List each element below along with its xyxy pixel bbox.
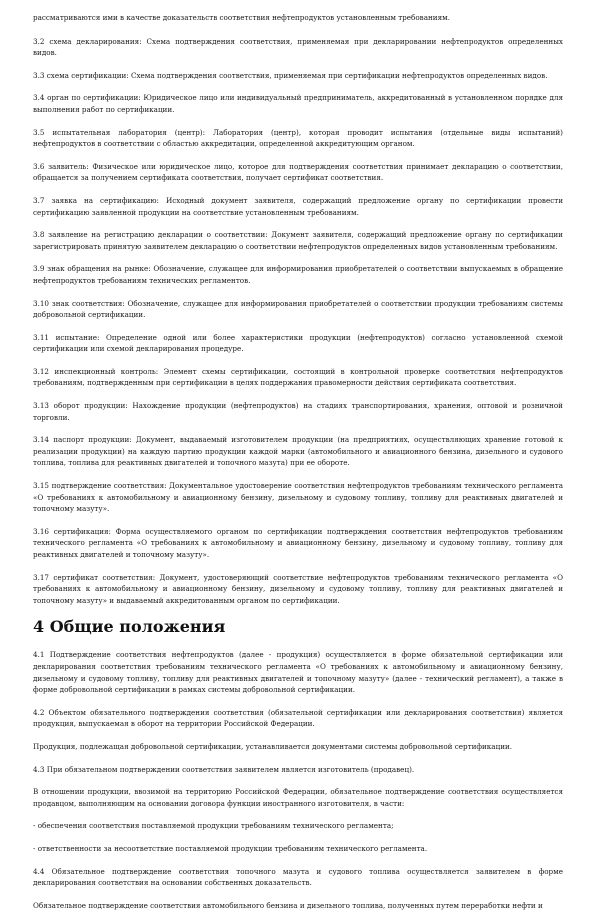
definition-number: 3.9 [33,264,45,274]
definition-number: 3.15 [33,481,50,491]
definition-3-8 [33,229,563,252]
definition-text: Схема подтверждения соответствия, применяемая при декларировании нефтепродуктов определенных видов. [33,36,563,58]
definitions-list [33,36,563,607]
definition-number: 3.10 [33,298,50,308]
definition-3-10 [33,298,563,321]
definition-text: Лаборатория (центр), которая проводит испытания (отдельные виды испытаний) нефтепродуктов в соответствии с областью аккредитации, определенной аккредитующим органом. [33,127,563,149]
paragraph-bullet-compliance: - обеспечения соответствия поставляемой продукции требованиям технического регламента; [33,821,394,831]
definition-text: Документальное удостоверение соответствия нефтепродуктов требованиям технического регламента «О требованиях к автомобильному и авиационному бензину, дизельному и судовому топливу, топливу для реактивных двигателей и топочному мазуту». [33,481,563,514]
definition-term: заявитель: [48,161,89,171]
definition-term: подтверждение соответствия: [51,481,167,491]
definition-term: инспекционный контроль: [54,366,159,376]
definition-3-17 [33,572,563,607]
definition-text: Определение одной или более характеристики продукции (нефтепродуктов) согласно установленной схемой сертификации или схемой декларирования процедуре. [33,332,563,354]
definition-3-2 [33,36,563,59]
definition-number: 3.5 [33,127,45,137]
definition-number: 3.17 [33,572,50,582]
definition-term: испытательная лаборатория (центр): [52,127,206,137]
definition-number: 3.12 [33,366,50,376]
paragraph-4-2: 4.2 Объектом обязательного подтверждения соответствия (обязательной сертификации или декларирования соответствия) является продукция, выпускаемая в оборот на территории Российской Федерации. [33,707,563,729]
definition-number: 3.16 [33,526,50,536]
paragraph-4-4: 4.4 Обязательное подтверждение соответствия топочного мазута и судового топлива осуществляется заявителем в форме декларирования соответствия на основании собственных доказательств. [33,866,563,888]
definition-number: 3.2 [33,36,45,46]
definition-term: заявка на сертификацию: [51,195,159,205]
definition-term: паспорт продукции: [53,435,132,445]
definition-text: Схема подтверждения соответствия, применяемая при сертификации нефтепродуктов определенных видов. [131,70,548,80]
paragraph-4-1: 4.1 Подтверждение соответствия нефтепродуктов (далее - продукция) осуществляется в форме обязательной сертификации или декларирования соответствия требованиям технического регламента «О требованиях к автомобильному и авиационному бензину, дизельному и судовому топливу, топливу для реактивных двигателей и топочному мазуту» (далее - технический регламент), а также в форме добровольной сертификации в рамках системы добровольной сертификации. [33,650,563,695]
definition-3-15 [33,480,563,515]
definition-text: Обозначение, служащее для информирования приобретателей о соответствии выпускаемых в обращение нефтепродуктов требованиям технических регламентов. [33,264,563,285]
definition-term: оборот продукции: [53,401,128,411]
definition-term: знак обращения на рынке: [47,264,151,274]
definition-text: Документ, выдаваемый изготовителем продукции (на предприятиях, осуществляющих хранение готовой к реализации продукции) на каждую партию продукции каждой марки (автомобильного и авиационного бензина, дизельного и судового топлива, топлива для реактивных двигателей и топочного мазута) при ее обороте. [33,435,563,468]
definition-text: Форма осуществляемого органом по сертификации подтверждения соответствия нефтепродуктов требованиям технического регламента «О требованиях к автомобильному и авиационному бензину, дизельному и судовому топливу, топливу для реактивных двигателей и топочному мазуту». [33,526,563,559]
definition-number: 3.11 [33,332,50,342]
definition-term: орган по сертификации: [47,93,141,103]
definition-3-13 [33,400,563,423]
definition-3-6 [33,161,563,184]
definition-text: Обозначение, служащее для информирования приобретателей о соответствии продукции требованиям системы добровольной сертификации. [33,298,563,320]
paragraph-4-3: 4.3 При обязательном подтверждении соответствия заявителем является изготовитель (продавец). [33,764,415,774]
definition-3-12 [33,366,563,389]
definition-text: Документ заявителя, содержащий предложение органу по сертификации зарегистрировать принятую заявителем декларацию о соответствии нефтепродуктов определенных видов установленным требованиям. [33,230,563,251]
definition-text: Нахождение продукции (нефтепродуктов) на стадиях транспортирования, хранения, оптовой и розничной торговли. [33,401,563,422]
section-heading: 4 Общие положения [33,617,226,637]
definition-text: Документ, удостоверяющий соответствие нефтепродуктов требованиям технического регламента «О требованиях к автомобильному и авиационному бензину, дизельному и судовому топливу, топливу для реактивных двигателей и топочному мазуту» и выдаваемый аккредитованным органом по сертификации. [33,572,563,605]
definition-number: 3.4 [33,93,45,103]
definition-3-11 [33,332,563,355]
definition-term: знак соответствия: [51,298,125,308]
definition-term: схема сертификации: [46,70,129,80]
definition-3-14 [33,434,563,469]
definition-text: Физическое или юридическое лицо, которое для подтверждения соответствия принимает декларацию о соответствии, обращается за получением сертификата соответствия, получает сертификат соответствия. [33,161,563,183]
definition-text: Элемент схемы сертификации, состоящий в контрольной проверке соответствия нефтепродуктов требованиям, подтвержденным при сертификации в целях поддержания правомерности действия сертификата соответствия. [33,366,563,388]
definition-term: схема декларирования: [49,36,142,46]
paragraph-import: В отношении продукции, ввозимой на территорию Российской Федерации, обязательное подтверждение соответствия осуществляется продавцом, выполняющим на основании договора функции иностранного изготовителя, в части: [33,787,563,808]
definition-number: 3.7 [33,195,45,205]
document-page [33,12,563,922]
definition-3-5 [33,127,563,150]
definition-number: 3.13 [33,401,50,411]
general-provisions [33,649,563,911]
section3-intro: рассматриваются ими в качестве доказательств соответствия нефтепродуктов установленным требованиям. [33,13,450,22]
definition-text: Юридическое лицо или индивидуальный предприниматель, аккредитованный в установленном порядке для выполнения работ по сертификации. [33,93,563,114]
definition-3-16 [33,526,563,561]
paragraph-bullet-responsibility: - ответственности за несоответствие поставляемой продукции требованиям технического регламента. [33,843,428,853]
definition-term: сертификация: [53,526,111,536]
definition-3-3 [33,70,563,82]
definition-text: Исходный документ заявителя, содержащий предложение органу по сертификации провести сертификацию заявленной продукции на соответствие установленным требованиям. [33,195,563,217]
definition-number: 3.8 [33,230,45,240]
paragraph-mandatory-gasoline: Обязательное подтверждение соответствия автомобильного бензина и дизельного топлива, полученных путем переработки нефти и [33,900,543,910]
definition-number: 3.14 [33,435,50,445]
definition-3-9 [33,263,563,286]
definition-term: заявление на регистрацию декларации о соответствии: [48,230,268,240]
paragraph-voluntary: Продукция, подлежащая добровольной сертификации, устанавливается документами системы добровольной сертификации. [33,741,513,751]
definition-number: 3.6 [33,161,45,171]
definition-3-7 [33,195,563,218]
definition-number: 3.3 [33,70,45,80]
definition-3-4 [33,92,563,115]
definition-term: сертификат соответствия: [53,572,156,582]
definition-term: испытание: [55,332,100,342]
